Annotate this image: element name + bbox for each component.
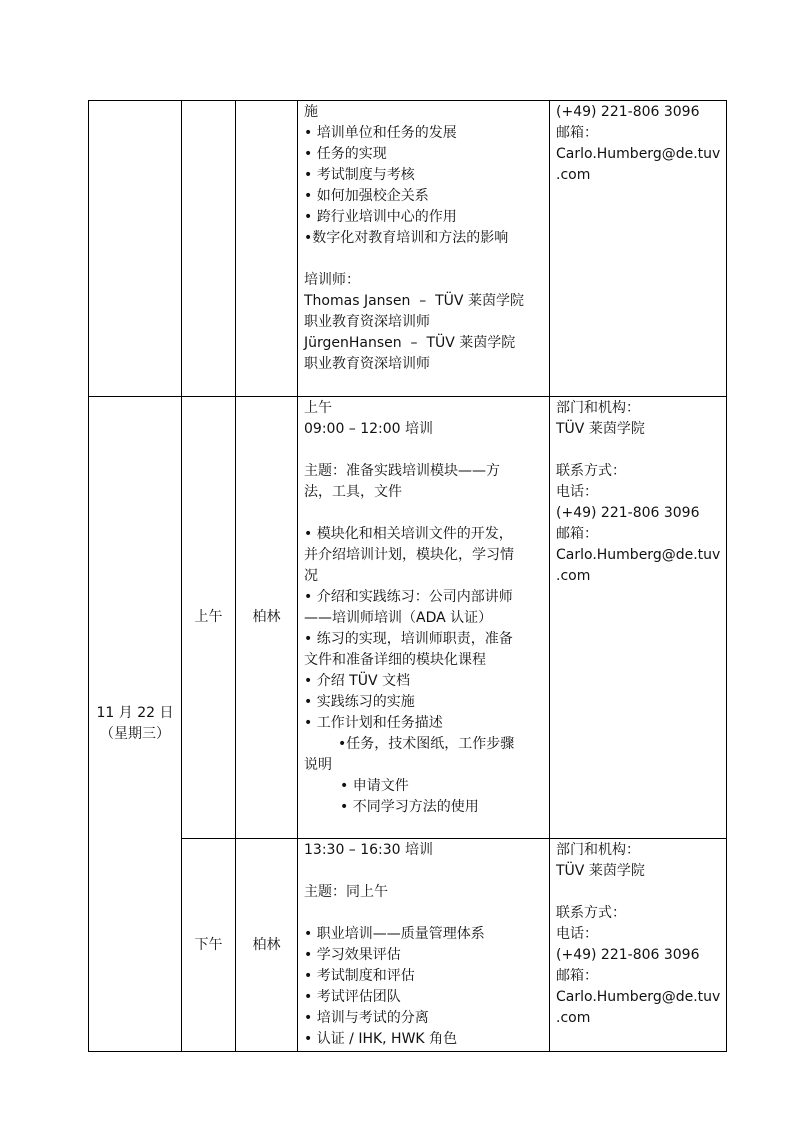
topic-line: 主题：准备实践培训模块——方: [304, 463, 500, 479]
bullet-item: • 认证 / IHK, HWK 角色: [304, 1031, 458, 1047]
blank-line: [556, 882, 720, 903]
sub-bullet-item: • 不同学习方法的使用: [340, 799, 479, 815]
contact-email-cont: .com: [556, 167, 591, 183]
contact-email: Carlo.Humberg@de.tuv: [556, 547, 721, 563]
bullet-item: • 考试制度与考核: [304, 167, 415, 183]
period-am: 上午: [182, 397, 236, 839]
period-cell-empty: [182, 101, 236, 397]
trainer-name: JürgenHansen – TÜV 莱茵学院: [304, 335, 516, 351]
blank-line: [556, 440, 720, 461]
sub-bullet-item: •任务，技术图纸，工作步骤: [338, 736, 515, 752]
blank-line: [304, 903, 543, 924]
bullet-item: • 任务的实现: [304, 146, 387, 162]
bullet-item: •数字化对教育培训和方法的影响: [304, 230, 509, 246]
contact-email-cont: .com: [556, 1010, 591, 1026]
topic-line: 法，工具，文件: [304, 484, 402, 500]
contact-dept: TÜV 莱茵学院: [556, 421, 645, 437]
contact-phone-label: 电话：: [556, 484, 598, 500]
bullet-item: • 学习效果评估: [304, 947, 401, 963]
contact-cell: [550, 101, 727, 397]
blank-line: [304, 503, 543, 524]
contact-phone: (+49) 221-806 3096: [556, 104, 700, 120]
time-line: 13:30 – 16:30 培训: [304, 842, 434, 858]
trainer-heading: 培训师：: [304, 272, 360, 288]
contact-cell-pm: [550, 839, 727, 1052]
bullet-item: • 如何加强校企关系: [304, 188, 429, 204]
contact-dept: TÜV 莱茵学院: [556, 863, 645, 879]
bullet-item: • 模块化和相关培训文件的开发，: [304, 526, 513, 542]
bullet-item: • 练习的实现，培训师职责，准备: [304, 631, 513, 647]
bullet-item: • 介绍 TÜV 文档: [304, 673, 410, 689]
trainer-title: 职业教育资深培训师: [304, 356, 430, 372]
sub-bullet-item: • 申请文件: [340, 778, 409, 794]
content-cell-am: [298, 397, 550, 839]
bullet-item: • 实践练习的实施: [304, 694, 415, 710]
contact-phone: (+49) 221-806 3096: [556, 947, 700, 963]
content-cell-pm: [298, 839, 550, 1052]
date-cell: [89, 397, 182, 1052]
table-row-morning: [89, 397, 727, 839]
contact-email: Carlo.Humberg@de.tuv: [556, 146, 721, 162]
date-cell-empty: [89, 101, 182, 397]
contact-cell-am: [550, 397, 727, 839]
contact-label: 联系方式：: [556, 463, 626, 479]
schedule-table: [88, 100, 727, 1052]
bullet-item: 文件和准备详细的模块化课程: [304, 652, 486, 668]
bullet-item: • 工作计划和任务描述: [304, 715, 443, 731]
bullet-item: • 考试制度和评估: [304, 968, 415, 984]
text-line: 施: [304, 104, 318, 120]
contact-phone-label: 电话：: [556, 926, 598, 942]
trainer-name: Thomas Jansen – TÜV 莱茵学院: [304, 293, 524, 309]
blank-line: [304, 249, 543, 270]
contact-email: Carlo.Humberg@de.tuv: [556, 989, 721, 1005]
bullet-item: 况: [304, 568, 318, 584]
contact-email-label: 邮箱：: [556, 968, 598, 984]
bullet-item: 并介绍培训计划，模块化，学习情: [304, 547, 514, 563]
contact-dept-label: 部门和机构：: [556, 400, 640, 416]
contact-phone: (+49) 221-806 3096: [556, 505, 700, 521]
location-pm: 柏林: [236, 839, 298, 1052]
topic-line: 主题：同上午: [304, 884, 388, 900]
bullet-item: • 培训与考试的分离: [304, 1010, 429, 1026]
sub-bullet-cont: 说明: [304, 757, 332, 773]
trainer-title: 职业教育资深培训师: [304, 314, 430, 330]
bullet-item: ——培训师培训（ADA 认证）: [304, 610, 493, 626]
table-row-continuation: [89, 101, 727, 397]
time-line: 09:00 – 12:00 培训: [304, 421, 434, 437]
blank-line: [304, 861, 543, 882]
weekday-text: （星期三）: [100, 726, 170, 742]
bullet-item: • 介绍和实践练习：公司内部讲师: [304, 589, 513, 605]
date-text: 11 月 22 日: [96, 705, 174, 721]
location-cell-empty: [236, 101, 298, 397]
blank-line: [304, 440, 543, 461]
location-am: 柏林: [236, 397, 298, 839]
bullet-item: • 考试评估团队: [304, 989, 401, 1005]
contact-dept-label: 部门和机构：: [556, 842, 640, 858]
period-pm: 下午: [182, 839, 236, 1052]
contact-email-label: 邮箱：: [556, 125, 598, 141]
bullet-item: • 跨行业培训中心的作用: [304, 209, 457, 225]
contact-email-cont: .com: [556, 568, 591, 584]
table-row-afternoon: [89, 839, 727, 1052]
bullet-item: • 职业培训——质量管理体系: [304, 926, 485, 942]
contact-label: 联系方式：: [556, 905, 626, 921]
content-cell: [298, 101, 550, 397]
text-line: 上午: [304, 400, 332, 416]
bullet-item: • 培训单位和任务的发展: [304, 125, 457, 141]
contact-email-label: 邮箱：: [556, 526, 598, 542]
